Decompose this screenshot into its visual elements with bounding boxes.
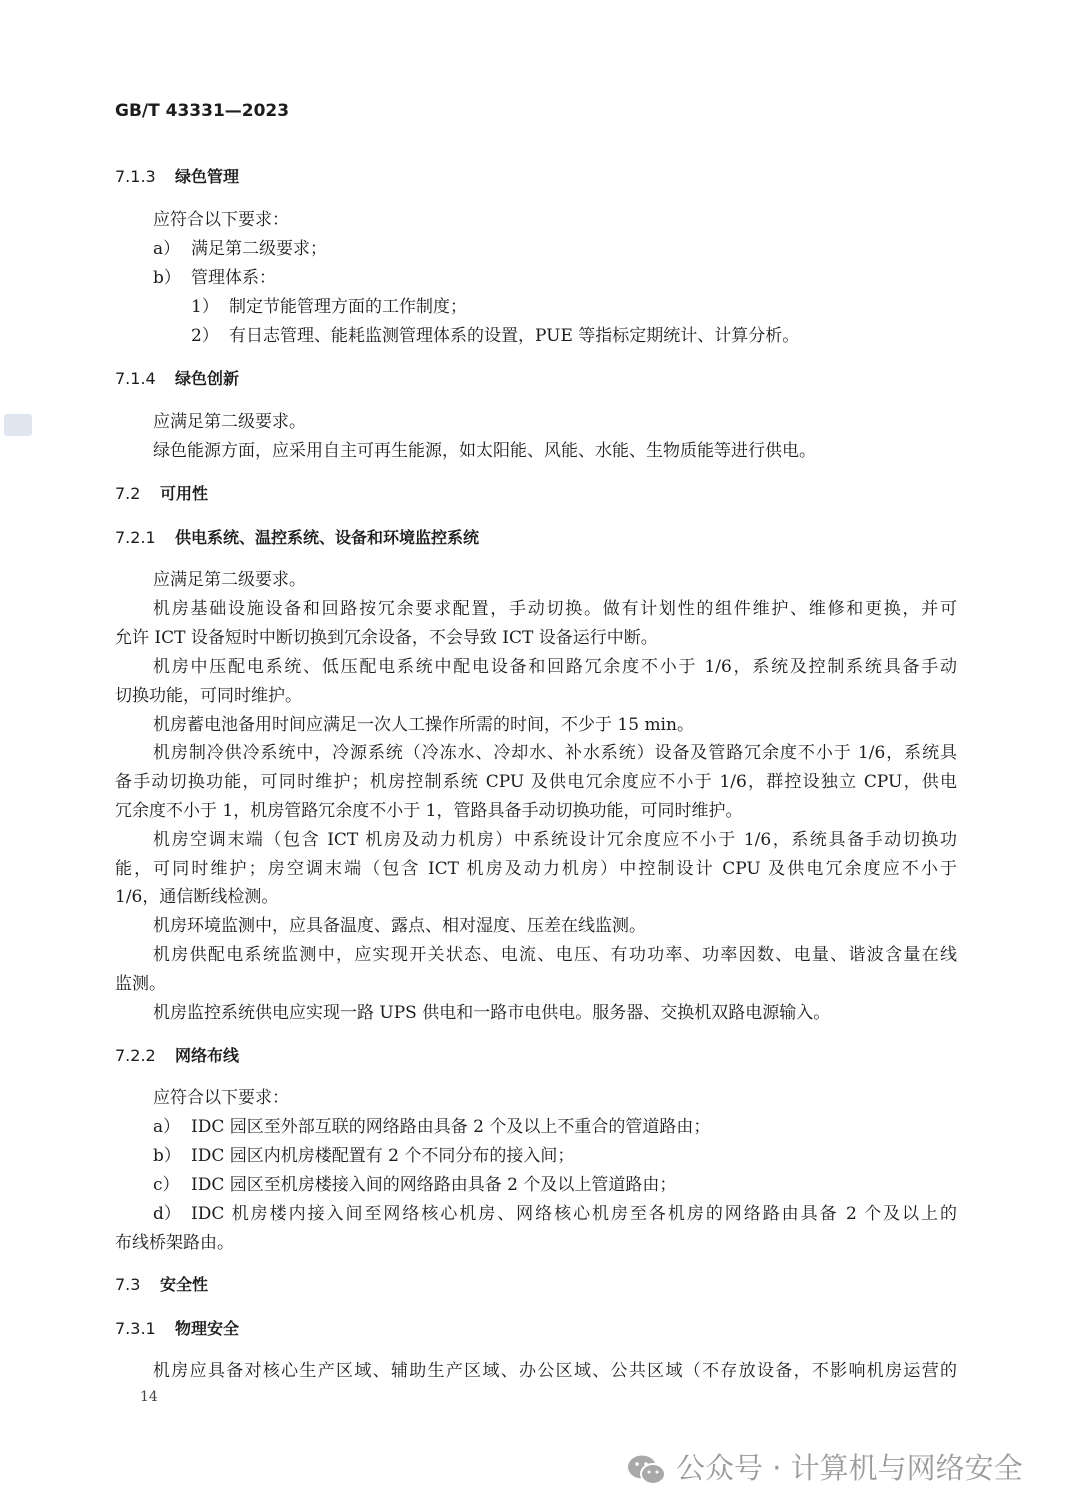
paragraph-line: 能，可同时维护；房空调末端（包含 ICT 机房及动力机房）中控制设计 CPU 及供电冗余度应不小于	[115, 859, 957, 879]
heading-number: 7.2.1	[115, 528, 156, 547]
paragraph-line: 机房蓄电池备用时间应满足一次人工操作所需的时间，不少于 15 min。	[153, 715, 694, 735]
list-text: 满足第二级要求；	[191, 239, 327, 259]
paragraph: 绿色能源方面，应采用自主可再生能源，如太阳能、风能、水能、生物质能等进行供电。	[153, 441, 816, 461]
heading-7-2-1	[115, 527, 479, 549]
paragraph-line: 机房基础设施设备和回路按冗余要求配置，手动切换。做有计划性的组件维护、维修和更换，并可	[153, 599, 957, 619]
heading-7-2	[115, 483, 208, 505]
wechat-icon	[626, 1452, 668, 1488]
paragraph: 应满足第二级要求。	[153, 412, 306, 432]
list-item	[153, 1203, 957, 1225]
paragraph-line: 备手动切换功能，可同时维护；机房控制系统 CPU 及供电冗余度应不小于 1/6，群控设独立 CPU，供电	[115, 772, 957, 792]
list-item	[153, 1145, 574, 1167]
side-logo-mark	[4, 414, 32, 436]
list-text: IDC 园区内机房楼配置有 2 个不同分布的接入间；	[191, 1146, 575, 1166]
heading-number: 7.1.4	[115, 369, 156, 388]
list-marker: a）	[153, 239, 181, 259]
list-text: IDC 园区至外部互联的网络路由具备 2 个及以上不重合的管道路由；	[191, 1117, 711, 1137]
heading-7-3	[115, 1274, 208, 1296]
paragraph-line: 布线桥架路由。	[115, 1233, 234, 1253]
list-item	[191, 325, 799, 347]
paragraph-line: 机房监控系统供电应实现一路 UPS 供电和一路市电供电。服务器、交换机双路电源输入。	[153, 1003, 831, 1023]
list-item	[153, 238, 327, 260]
paragraph-line: 机房环境监测中，应具备温度、露点、相对湿度、压差在线监测。	[153, 916, 646, 936]
paragraph-line: 机房供配电系统监测中，应实现开关状态、电流、电压、有功功率、功率因数、电量、谐波含量在线	[153, 945, 957, 965]
standard-code: GB/T 43331—2023	[115, 101, 290, 121]
list-marker: b）	[153, 268, 181, 288]
heading-number: 7.2	[115, 484, 141, 503]
list-marker: 1）	[191, 297, 219, 317]
list-text: 制定节能管理方面的工作制度；	[229, 297, 467, 317]
paragraph-line: 机房中压配电系统、低压配电系统中配电设备和回路冗余度不小于 1/6，系统及控制系统具备手动	[153, 657, 957, 677]
paragraph-line: 机房应具备对核心生产区域、辅助生产区域、办公区域、公共区域（不存放设备，不影响机房运营的	[153, 1361, 957, 1381]
list-text: 管理体系：	[191, 268, 276, 288]
heading-title: 物理安全	[175, 1319, 240, 1338]
list-marker: d）	[153, 1204, 181, 1224]
paragraph-line: 机房制冷供冷系统中，冷源系统（冷冻水、冷却水、补水系统）设备及管路冗余度不小于 1/6，系统具	[153, 743, 957, 763]
heading-7-2-2	[115, 1045, 239, 1067]
paragraph: 应符合以下要求：	[153, 210, 289, 230]
heading-title: 可用性	[160, 484, 209, 503]
heading-7-1-4	[115, 368, 239, 390]
heading-number: 7.3	[115, 1275, 141, 1294]
heading-number: 7.1.3	[115, 167, 156, 186]
list-item	[191, 296, 467, 318]
watermark-text: 公众号 · 计算机与网络安全	[676, 1451, 1023, 1485]
list-text: IDC 园区至机房楼接入间的网络路由具备 2 个及以上管道路由；	[191, 1175, 677, 1195]
list-marker: 2）	[191, 326, 219, 346]
page-number: 14	[140, 1389, 158, 1405]
paragraph: 应符合以下要求：	[153, 1088, 289, 1108]
list-item	[153, 1116, 710, 1138]
list-item	[153, 1174, 676, 1196]
paragraph: 应满足第二级要求。	[153, 570, 306, 590]
heading-7-1-3	[115, 166, 239, 188]
heading-7-3-1	[115, 1318, 239, 1340]
list-text: 有日志管理、能耗监测管理体系的设置，PUE 等指标定期统计、计算分析。	[229, 326, 800, 346]
heading-title: 供电系统、温控系统、设备和环境监控系统	[175, 528, 480, 547]
heading-title: 安全性	[160, 1275, 209, 1294]
heading-title: 网络布线	[175, 1046, 240, 1065]
paragraph-line: 冗余度不小于 1，机房管路冗余度不小于 1，管路具备手动切换功能，可同时维护。	[115, 801, 743, 821]
list-marker: b）	[153, 1146, 181, 1166]
paragraph-line: 监测。	[115, 974, 166, 994]
heading-title: 绿色创新	[175, 369, 240, 388]
paragraph-line: 机房空调末端（包含 ICT 机房及动力机房）中系统设计冗余度应不小于 1/6，系统具备手动切换功	[153, 830, 957, 850]
heading-number: 7.2.2	[115, 1046, 156, 1065]
list-marker: a）	[153, 1117, 181, 1137]
paragraph-line: 允许 ICT 设备短时中断切换到冗余设备，不会导致 ICT 设备运行中断。	[115, 628, 658, 648]
heading-number: 7.3.1	[115, 1319, 156, 1338]
list-item	[153, 267, 276, 289]
list-marker: c）	[153, 1175, 180, 1195]
list-text: IDC 机房楼内接入间至网络核心机房、网络核心机房至各机房的网络路由具备 2 个及以上的	[191, 1204, 957, 1224]
paragraph-line: 1/6，通信断线检测。	[115, 887, 279, 907]
heading-title: 绿色管理	[175, 167, 240, 186]
paragraph-line: 切换功能，可同时维护。	[115, 686, 302, 706]
